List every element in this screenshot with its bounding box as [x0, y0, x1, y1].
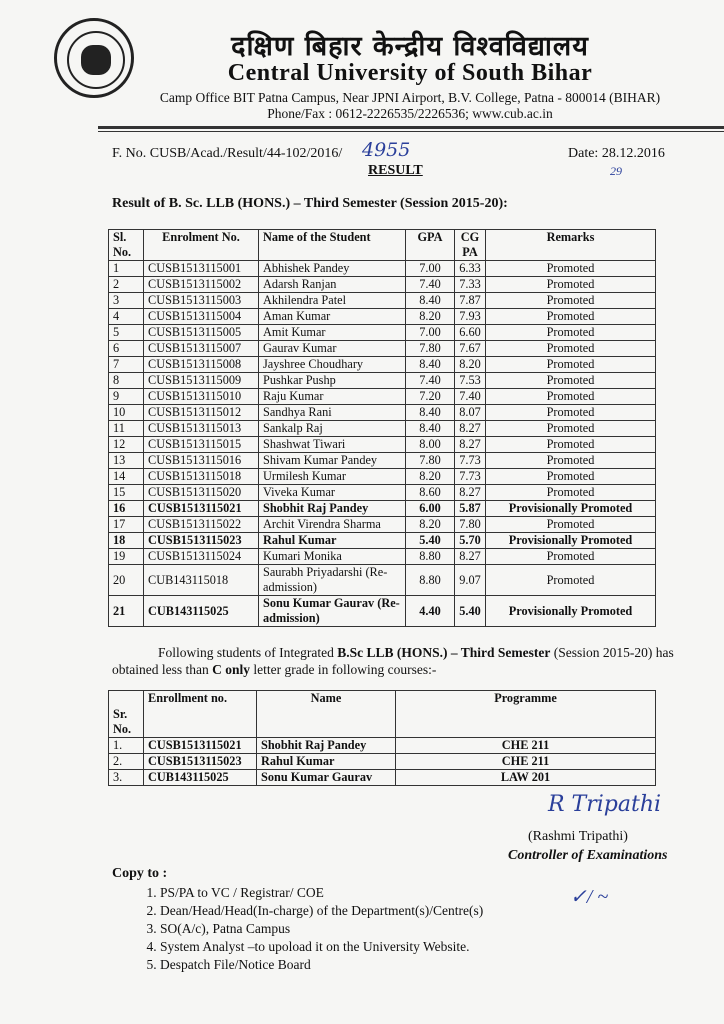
- table-row: [109, 469, 656, 485]
- table-header-row: [109, 691, 656, 738]
- cell-programme: CHE 211: [396, 754, 656, 770]
- list-item: 3. SO(A/c), Patna Campus: [160, 920, 483, 938]
- cell-programme: LAW 201: [396, 770, 656, 786]
- cell-sl-no: 3: [109, 293, 144, 309]
- cell-sr-no: 3.: [109, 770, 144, 786]
- table-row: [109, 325, 656, 341]
- cell-cgpa: 5.70: [455, 533, 486, 549]
- handwritten-signature: R Tripathi: [548, 792, 662, 817]
- cell-enrolment: CUSB1513115012: [144, 405, 259, 421]
- col-name: Name: [257, 691, 396, 738]
- list-item: 4. System Analyst –to upoload it on the University Website.: [160, 938, 483, 956]
- cell-cgpa: 8.27: [455, 549, 486, 565]
- table-row: [109, 533, 656, 549]
- col-gpa: GPA: [406, 230, 455, 261]
- cell-gpa: 6.00: [406, 501, 455, 517]
- table-row: [109, 421, 656, 437]
- col-enrollment: Enrollment no.: [144, 691, 257, 738]
- para-text-3: letter grade in following courses:-: [250, 662, 437, 677]
- result-table-body: [109, 261, 656, 627]
- low-grade-table-body: [109, 738, 656, 786]
- cell-name: Shashwat Tiwari: [259, 437, 406, 453]
- cell-cgpa: 7.33: [455, 277, 486, 293]
- table-row: [109, 373, 656, 389]
- cell-cgpa: 8.27: [455, 437, 486, 453]
- cell-gpa: 7.80: [406, 341, 455, 357]
- hindi-title: दक्षिण बिहार केन्द्रीय विश्वविद्यालय: [231, 31, 589, 62]
- cell-sl-no: 1: [109, 261, 144, 277]
- cell-gpa: 8.60: [406, 485, 455, 501]
- table-row: [109, 261, 656, 277]
- copy-to-label: Copy to :: [112, 866, 168, 881]
- cell-gpa: 5.40: [406, 533, 455, 549]
- signatory-role: Controller of Examinations: [508, 848, 668, 863]
- low-grade-table: [108, 690, 656, 786]
- cell-enrolment: CUSB1513115024: [144, 549, 259, 565]
- cell-name: Shivam Kumar Pandey: [259, 453, 406, 469]
- cell-enrolment: CUSB1513115001: [144, 261, 259, 277]
- handwritten-initials-icon: ✓/ ~: [570, 886, 609, 908]
- result-table: [108, 229, 656, 627]
- table-row: [109, 596, 656, 627]
- cell-enrolment: CUSB1513115022: [144, 517, 259, 533]
- cell-enrolment: CUSB1513115004: [144, 309, 259, 325]
- list-item: 2. Dean/Head/Head(In-charge) of the Department(s)/Centre(s): [160, 902, 483, 920]
- cell-name: Rahul Kumar: [259, 533, 406, 549]
- header-rule: [98, 126, 724, 129]
- table-header-row: [109, 230, 656, 261]
- cell-sl-no: 13: [109, 453, 144, 469]
- cell-name: Akhilendra Patel: [259, 293, 406, 309]
- handwritten-date: 29: [610, 164, 622, 178]
- cell-sl-no: 16: [109, 501, 144, 517]
- para-bold-2: C only: [212, 662, 250, 677]
- cell-gpa: 8.80: [406, 549, 455, 565]
- cell-remarks: Promoted: [486, 357, 656, 373]
- cell-remarks: Promoted: [486, 517, 656, 533]
- cell-sl-no: 11: [109, 421, 144, 437]
- cell-cgpa: 7.73: [455, 453, 486, 469]
- cell-name: Abhishek Pandey: [259, 261, 406, 277]
- cell-gpa: 7.40: [406, 373, 455, 389]
- table-row: [109, 437, 656, 453]
- table-row: [109, 341, 656, 357]
- cell-gpa: 8.40: [406, 421, 455, 437]
- cell-name: Sonu Kumar Gaurav (Re-admission): [259, 596, 406, 627]
- cell-remarks: Promoted: [486, 389, 656, 405]
- cell-remarks: Promoted: [486, 421, 656, 437]
- cell-cgpa: 7.80: [455, 517, 486, 533]
- cell-enrolment: CUB143115018: [144, 565, 259, 596]
- cell-remarks: Promoted: [486, 261, 656, 277]
- cell-gpa: 8.80: [406, 565, 455, 596]
- cell-name: Gaurav Kumar: [259, 341, 406, 357]
- cell-sl-no: 15: [109, 485, 144, 501]
- col-programme: Programme: [396, 691, 656, 738]
- cell-name: Sandhya Rani: [259, 405, 406, 421]
- cell-remarks: Promoted: [486, 437, 656, 453]
- cell-gpa: 7.80: [406, 453, 455, 469]
- cell-name: Aman Kumar: [259, 309, 406, 325]
- col-student-name: Name of the Student: [259, 230, 406, 261]
- cell-name: Amit Kumar: [259, 325, 406, 341]
- col-sl-no: Sl. No.: [109, 230, 144, 261]
- col-enrolment: Enrolment No.: [144, 230, 259, 261]
- english-title: Central University of South Bihar: [227, 60, 593, 86]
- cell-sr-no: 1.: [109, 738, 144, 754]
- cell-remarks: Promoted: [486, 277, 656, 293]
- cell-enrolment: CUSB1513115015: [144, 437, 259, 453]
- list-item: 5. Despatch File/Notice Board: [160, 956, 483, 974]
- address-line: Camp Office BIT Patna Campus, Near JPNI Airport, B.V. College, Patna - 800014 (BIHAR): [159, 90, 661, 105]
- table-row: [109, 357, 656, 373]
- cell-enrolment: CUSB1513115005: [144, 325, 259, 341]
- cell-enrollment: CUB143115025: [144, 770, 257, 786]
- cell-enrolment: CUSB1513115009: [144, 373, 259, 389]
- cell-sl-no: 2: [109, 277, 144, 293]
- table-row: [109, 485, 656, 501]
- cell-name: Kumari Monika: [259, 549, 406, 565]
- cell-sl-no: 7: [109, 357, 144, 373]
- cell-gpa: 7.20: [406, 389, 455, 405]
- table-row: [109, 517, 656, 533]
- cell-cgpa: 7.93: [455, 309, 486, 325]
- cell-enrolment: CUSB1513115013: [144, 421, 259, 437]
- cell-name: Sankalp Raj: [259, 421, 406, 437]
- table-row: [109, 770, 656, 786]
- cell-sr-no: 2.: [109, 754, 144, 770]
- cell-remarks: Promoted: [486, 341, 656, 357]
- cell-gpa: 8.00: [406, 437, 455, 453]
- result-subtitle: Result of B. Sc. LLB (HONS.) – Third Semester (Session 2015-20):: [112, 196, 508, 211]
- cell-enrollment: CUSB1513115023: [144, 754, 257, 770]
- table-row: [109, 501, 656, 517]
- table-row: [109, 549, 656, 565]
- signatory-name: (Rashmi Tripathi): [528, 829, 628, 844]
- cell-sl-no: 18: [109, 533, 144, 549]
- cell-cgpa: 5.40: [455, 596, 486, 627]
- cell-sl-no: 12: [109, 437, 144, 453]
- cell-gpa: 4.40: [406, 596, 455, 627]
- cell-name: Adarsh Ranjan: [259, 277, 406, 293]
- cell-name: Jayshree Choudhary: [259, 357, 406, 373]
- cell-cgpa: 7.40: [455, 389, 486, 405]
- list-item: 1. PS/PA to VC / Registrar/ COE: [160, 884, 483, 902]
- cell-remarks: Promoted: [486, 485, 656, 501]
- cell-remarks: Provisionally Promoted: [486, 501, 656, 517]
- table-row: [109, 389, 656, 405]
- table-row: [109, 309, 656, 325]
- cell-remarks: Promoted: [486, 549, 656, 565]
- cell-name: Archit Virendra Sharma: [259, 517, 406, 533]
- table-row: [109, 277, 656, 293]
- cell-enrolment: CUSB1513115020: [144, 485, 259, 501]
- cell-enrolment: CUSB1513115018: [144, 469, 259, 485]
- cell-sl-no: 8: [109, 373, 144, 389]
- cell-cgpa: 6.33: [455, 261, 486, 277]
- cell-remarks: Promoted: [486, 325, 656, 341]
- cell-remarks: Promoted: [486, 309, 656, 325]
- cell-enrolment: CUSB1513115021: [144, 501, 259, 517]
- cell-remarks: Promoted: [486, 405, 656, 421]
- para-bold-1: B.Sc LLB (HONS.) – Third Semester: [337, 645, 551, 660]
- cell-enrollment: CUSB1513115021: [144, 738, 257, 754]
- cell-programme: CHE 211: [396, 738, 656, 754]
- seal-emblem: [81, 45, 111, 75]
- cell-name: Shobhit Raj Pandey: [259, 501, 406, 517]
- cell-name: Rahul Kumar: [257, 754, 396, 770]
- copy-to-list: [140, 884, 483, 974]
- cell-enrolment: CUSB1513115003: [144, 293, 259, 309]
- cell-remarks: Promoted: [486, 469, 656, 485]
- cell-sl-no: 21: [109, 596, 144, 627]
- cell-name: Urmilesh Kumar: [259, 469, 406, 485]
- handwritten-number: 4955: [362, 139, 411, 161]
- cell-gpa: 8.40: [406, 357, 455, 373]
- cell-name: Raju Kumar: [259, 389, 406, 405]
- cell-gpa: 8.20: [406, 517, 455, 533]
- cell-cgpa: 7.73: [455, 469, 486, 485]
- cell-gpa: 7.00: [406, 325, 455, 341]
- notice-paragraph: [112, 644, 692, 678]
- cell-cgpa: 7.67: [455, 341, 486, 357]
- cell-sl-no: 4: [109, 309, 144, 325]
- cell-gpa: 7.00: [406, 261, 455, 277]
- table-row: [109, 405, 656, 421]
- cell-remarks: Provisionally Promoted: [486, 596, 656, 627]
- cell-enrolment: CUSB1513115008: [144, 357, 259, 373]
- para-text-1: Following students of Integrated: [158, 645, 338, 660]
- para-text-2: (Session 2015-20) has obtained less than: [112, 645, 674, 677]
- table-row: [109, 738, 656, 754]
- cell-name: Sonu Kumar Gaurav: [257, 770, 396, 786]
- file-number: F. No. CUSB/Acad./Result/44-102/2016/: [112, 146, 343, 161]
- cell-sl-no: 5: [109, 325, 144, 341]
- cell-cgpa: 8.27: [455, 485, 486, 501]
- contact-line: Phone/Fax : 0612-2226535/2226536; www.cub.ac.in: [267, 106, 553, 121]
- table-row: [109, 565, 656, 596]
- cell-remarks: Promoted: [486, 373, 656, 389]
- table-row: [109, 754, 656, 770]
- cell-remarks: Promoted: [486, 453, 656, 469]
- col-cgpa: CG PA: [455, 230, 486, 261]
- cell-sl-no: 6: [109, 341, 144, 357]
- cell-remarks: Provisionally Promoted: [486, 533, 656, 549]
- cell-gpa: 8.40: [406, 405, 455, 421]
- cell-remarks: Promoted: [486, 293, 656, 309]
- col-sr-no: Sr. No.: [109, 691, 144, 738]
- cell-name: Viveka Kumar: [259, 485, 406, 501]
- cell-cgpa: 8.20: [455, 357, 486, 373]
- cell-enrolment: CUSB1513115010: [144, 389, 259, 405]
- cell-gpa: 8.20: [406, 309, 455, 325]
- cell-sl-no: 10: [109, 405, 144, 421]
- cell-enrolment: CUSB1513115016: [144, 453, 259, 469]
- cell-cgpa: 6.60: [455, 325, 486, 341]
- seal-ring: [67, 31, 125, 89]
- cell-enrolment: CUSB1513115007: [144, 341, 259, 357]
- col-remarks: Remarks: [486, 230, 656, 261]
- cell-sl-no: 14: [109, 469, 144, 485]
- cell-sl-no: 20: [109, 565, 144, 596]
- university-seal-icon: [54, 18, 134, 98]
- result-heading: RESULT: [368, 163, 423, 178]
- table-row: [109, 453, 656, 469]
- cell-remarks: Promoted: [486, 565, 656, 596]
- cell-cgpa: 8.07: [455, 405, 486, 421]
- cell-sl-no: 17: [109, 517, 144, 533]
- issue-date: Date: 28.12.2016: [568, 146, 665, 161]
- cell-name: Saurabh Priyadarshi (Re-admission): [259, 565, 406, 596]
- cell-sl-no: 19: [109, 549, 144, 565]
- cell-enrolment: CUSB1513115023: [144, 533, 259, 549]
- cell-gpa: 8.40: [406, 293, 455, 309]
- cell-sl-no: 9: [109, 389, 144, 405]
- cell-gpa: 7.40: [406, 277, 455, 293]
- cell-cgpa: 7.53: [455, 373, 486, 389]
- cell-cgpa: 5.87: [455, 501, 486, 517]
- cell-gpa: 8.20: [406, 469, 455, 485]
- cell-enrolment: CUB143115025: [144, 596, 259, 627]
- cell-cgpa: 7.87: [455, 293, 486, 309]
- header-rule-thin: [98, 131, 724, 132]
- cell-name: Pushkar Pushp: [259, 373, 406, 389]
- cell-cgpa: 8.27: [455, 421, 486, 437]
- cell-cgpa: 9.07: [455, 565, 486, 596]
- table-row: [109, 293, 656, 309]
- cell-name: Shobhit Raj Pandey: [257, 738, 396, 754]
- cell-enrolment: CUSB1513115002: [144, 277, 259, 293]
